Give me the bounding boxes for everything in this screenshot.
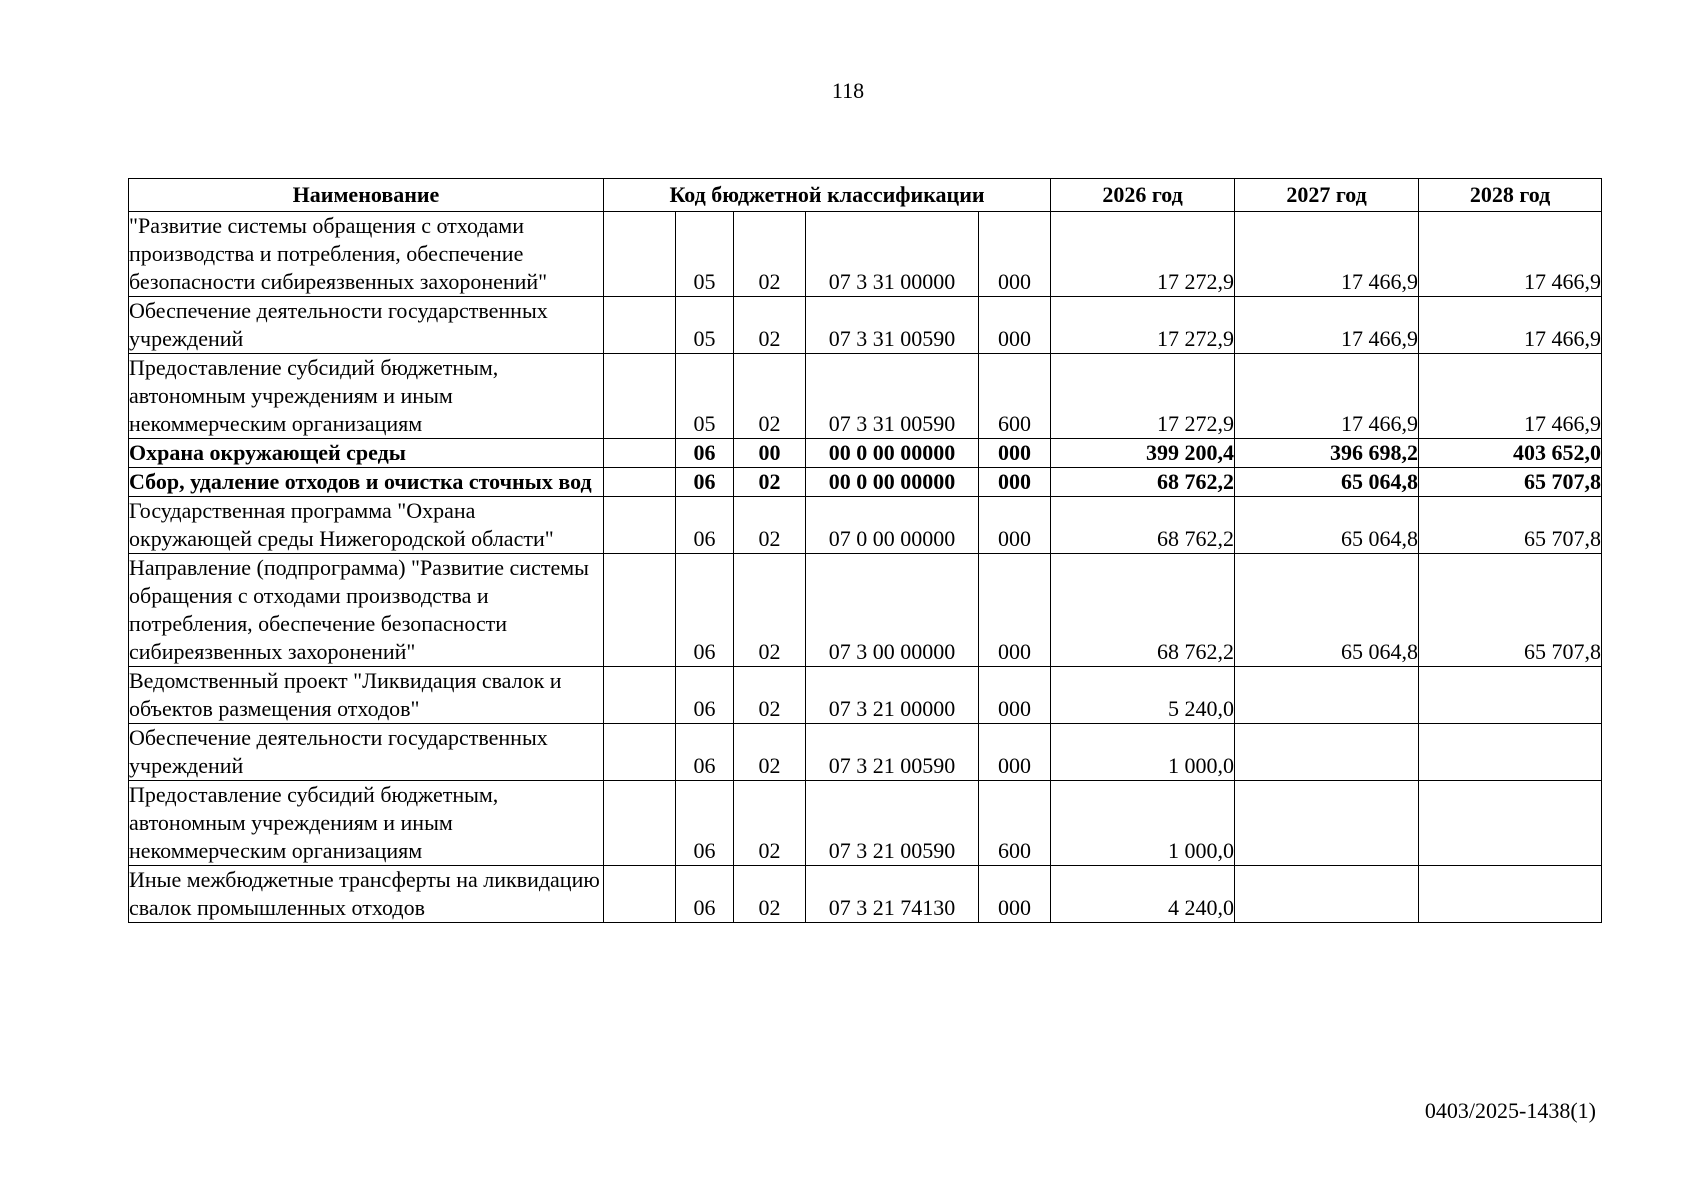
row-code-target: 07 3 21 00000 bbox=[806, 667, 979, 724]
document-id: 0403/2025-1438(1) bbox=[1424, 1098, 1596, 1123]
row-code-target: 00 0 00 00000 bbox=[806, 468, 979, 497]
table-row bbox=[129, 724, 1602, 781]
row-value-2026: 68 762,2 bbox=[1051, 468, 1235, 497]
header-2028: 2028 год bbox=[1419, 179, 1602, 212]
row-code-blank bbox=[604, 866, 676, 923]
row-value-2027: 65 064,8 bbox=[1235, 554, 1419, 667]
row-code-expense-type: 000 bbox=[979, 554, 1051, 667]
table-row bbox=[129, 866, 1602, 923]
row-code-target: 07 3 31 00590 bbox=[806, 354, 979, 439]
row-code-section: 06 bbox=[676, 866, 734, 923]
row-value-2028: 403 652,0 bbox=[1419, 439, 1602, 468]
table-body bbox=[129, 212, 1602, 923]
header-name: Наименование bbox=[129, 179, 604, 212]
row-value-2028 bbox=[1419, 667, 1602, 724]
row-value-2027: 17 466,9 bbox=[1235, 297, 1419, 354]
row-name: Ведомственный проект "Ликвидация свалок и объектов размещения отходов" bbox=[129, 667, 604, 724]
row-value-2027: 65 064,8 bbox=[1235, 468, 1419, 497]
row-code-expense-type: 000 bbox=[979, 724, 1051, 781]
row-value-2027: 17 466,9 bbox=[1235, 354, 1419, 439]
row-code-expense-type: 000 bbox=[979, 667, 1051, 724]
row-code-section: 05 bbox=[676, 297, 734, 354]
row-code-expense-type: 000 bbox=[979, 866, 1051, 923]
row-value-2026: 17 272,9 bbox=[1051, 212, 1235, 297]
row-code-section: 06 bbox=[676, 724, 734, 781]
row-code-section: 06 bbox=[676, 667, 734, 724]
header-2027: 2027 год bbox=[1235, 179, 1419, 212]
row-code-subsection: 02 bbox=[734, 212, 806, 297]
row-value-2028: 65 707,8 bbox=[1419, 497, 1602, 554]
row-value-2026: 68 762,2 bbox=[1051, 554, 1235, 667]
row-code-section: 06 bbox=[676, 781, 734, 866]
row-code-subsection: 02 bbox=[734, 468, 806, 497]
row-code-subsection: 02 bbox=[734, 667, 806, 724]
row-value-2028: 17 466,9 bbox=[1419, 354, 1602, 439]
table-row bbox=[129, 781, 1602, 866]
row-code-target: 00 0 00 00000 bbox=[806, 439, 979, 468]
row-code-target: 07 3 31 00000 bbox=[806, 212, 979, 297]
table-row bbox=[129, 667, 1602, 724]
row-code-subsection: 02 bbox=[734, 866, 806, 923]
row-code-expense-type: 000 bbox=[979, 212, 1051, 297]
row-code-blank bbox=[604, 497, 676, 554]
row-code-target: 07 3 21 74130 bbox=[806, 866, 979, 923]
page-number: 118 bbox=[831, 78, 865, 103]
row-code-blank bbox=[604, 354, 676, 439]
row-name: Сбор, удаление отходов и очистка сточных вод bbox=[129, 468, 604, 497]
row-name: Направление (подпрограмма) "Развитие системы обращения с отходами производства и потребления, обеспечение безопасности сибиреязвенных захоронений" bbox=[129, 554, 604, 667]
row-code-target: 07 3 21 00590 bbox=[806, 724, 979, 781]
row-code-blank bbox=[604, 468, 676, 497]
row-value-2026: 17 272,9 bbox=[1051, 297, 1235, 354]
row-code-subsection: 02 bbox=[734, 554, 806, 667]
row-value-2028: 17 466,9 bbox=[1419, 297, 1602, 354]
table-row bbox=[129, 468, 1602, 497]
row-code-section: 06 bbox=[676, 439, 734, 468]
row-value-2028: 17 466,9 bbox=[1419, 212, 1602, 297]
row-name: Предоставление субсидий бюджетным, автономным учреждениям и иным некоммерческим организациям bbox=[129, 781, 604, 866]
row-value-2026: 4 240,0 bbox=[1051, 866, 1235, 923]
budget-table bbox=[128, 178, 1602, 923]
row-value-2027: 65 064,8 bbox=[1235, 497, 1419, 554]
row-value-2027: 17 466,9 bbox=[1235, 212, 1419, 297]
row-value-2027 bbox=[1235, 781, 1419, 866]
row-code-target: 07 3 21 00590 bbox=[806, 781, 979, 866]
row-value-2027 bbox=[1235, 667, 1419, 724]
row-code-subsection: 02 bbox=[734, 497, 806, 554]
row-code-expense-type: 000 bbox=[979, 468, 1051, 497]
row-name: "Развитие системы обращения с отходами производства и потребления, обеспечение безопасности сибиреязвенных захоронений" bbox=[129, 212, 604, 297]
row-value-2026: 5 240,0 bbox=[1051, 667, 1235, 724]
row-name: Государственная программа "Охрана окружающей среды Нижегородской области" bbox=[129, 497, 604, 554]
row-code-subsection: 00 bbox=[734, 439, 806, 468]
row-code-expense-type: 600 bbox=[979, 781, 1051, 866]
row-name: Охрана окружающей среды bbox=[129, 439, 604, 468]
row-code-blank bbox=[604, 212, 676, 297]
row-code-section: 05 bbox=[676, 354, 734, 439]
row-name: Обеспечение деятельности государственных учреждений bbox=[129, 724, 604, 781]
row-code-expense-type: 000 bbox=[979, 439, 1051, 468]
row-code-section: 05 bbox=[676, 212, 734, 297]
row-code-blank bbox=[604, 439, 676, 468]
row-code-target: 07 3 31 00590 bbox=[806, 297, 979, 354]
row-value-2028: 65 707,8 bbox=[1419, 468, 1602, 497]
row-code-expense-type: 000 bbox=[979, 297, 1051, 354]
row-value-2028 bbox=[1419, 866, 1602, 923]
table-row bbox=[129, 554, 1602, 667]
row-code-blank bbox=[604, 724, 676, 781]
row-code-subsection: 02 bbox=[734, 354, 806, 439]
row-value-2026: 68 762,2 bbox=[1051, 497, 1235, 554]
table-header-row bbox=[129, 179, 1602, 212]
header-2026: 2026 год bbox=[1051, 179, 1235, 212]
row-code-section: 06 bbox=[676, 468, 734, 497]
row-code-subsection: 02 bbox=[734, 724, 806, 781]
row-code-subsection: 02 bbox=[734, 781, 806, 866]
row-value-2028: 65 707,8 bbox=[1419, 554, 1602, 667]
row-code-blank bbox=[604, 297, 676, 354]
row-value-2026: 399 200,4 bbox=[1051, 439, 1235, 468]
row-value-2026: 17 272,9 bbox=[1051, 354, 1235, 439]
row-code-blank bbox=[604, 554, 676, 667]
row-value-2027: 396 698,2 bbox=[1235, 439, 1419, 468]
row-value-2026: 1 000,0 bbox=[1051, 781, 1235, 866]
table-row bbox=[129, 354, 1602, 439]
row-value-2027 bbox=[1235, 866, 1419, 923]
table-row bbox=[129, 212, 1602, 297]
header-budget-code: Код бюджетной классификации bbox=[604, 179, 1051, 212]
row-value-2028 bbox=[1419, 724, 1602, 781]
row-code-subsection: 02 bbox=[734, 297, 806, 354]
row-code-target: 07 0 00 00000 bbox=[806, 497, 979, 554]
table-row bbox=[129, 297, 1602, 354]
row-code-blank bbox=[604, 667, 676, 724]
table-row bbox=[129, 439, 1602, 468]
table-row bbox=[129, 497, 1602, 554]
row-code-expense-type: 600 bbox=[979, 354, 1051, 439]
row-value-2027 bbox=[1235, 724, 1419, 781]
row-code-blank bbox=[604, 781, 676, 866]
row-code-target: 07 3 00 00000 bbox=[806, 554, 979, 667]
row-name: Иные межбюджетные трансферты на ликвидацию свалок промышленных отходов bbox=[129, 866, 604, 923]
row-code-section: 06 bbox=[676, 554, 734, 667]
row-code-expense-type: 000 bbox=[979, 497, 1051, 554]
row-name: Обеспечение деятельности государственных учреждений bbox=[129, 297, 604, 354]
row-value-2026: 1 000,0 bbox=[1051, 724, 1235, 781]
row-code-section: 06 bbox=[676, 497, 734, 554]
row-value-2028 bbox=[1419, 781, 1602, 866]
row-name: Предоставление субсидий бюджетным, автономным учреждениям и иным некоммерческим организациям bbox=[129, 354, 604, 439]
